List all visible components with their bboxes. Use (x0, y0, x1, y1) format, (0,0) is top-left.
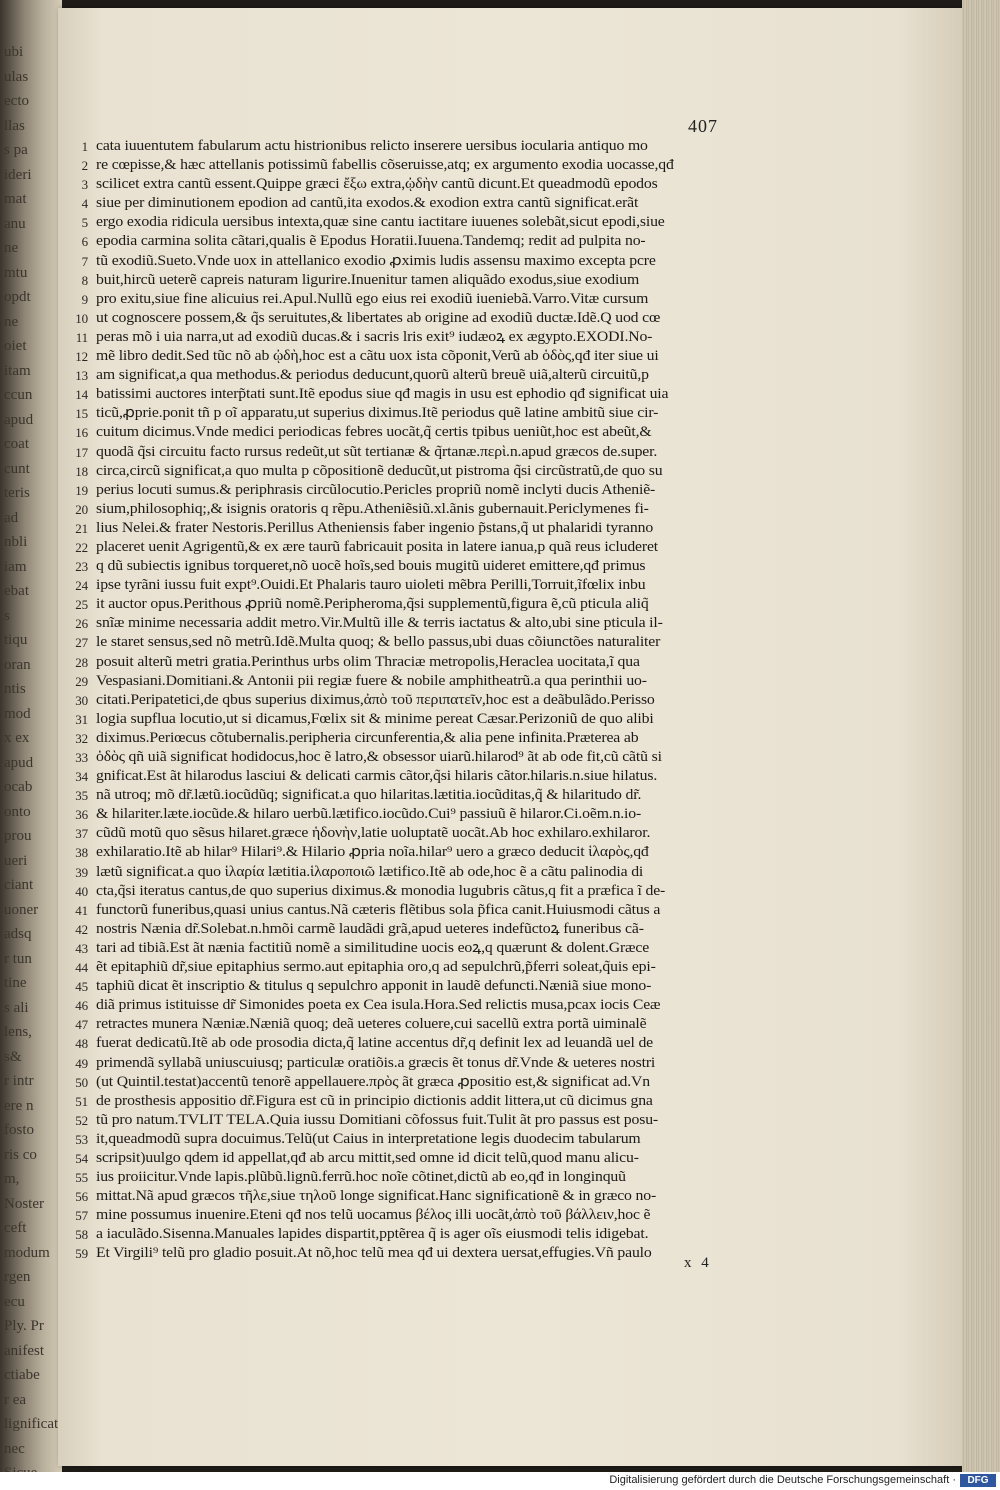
line-number: 19 (75, 482, 88, 498)
line-text: ὁδὸς qñ uiã significat hodidocus,hoc ẽ latro,& obsessor uiarũ.hilarod⁹ ãt ab ode fit,cũ cãtũ si (96, 749, 662, 765)
line-text: Et Virgili⁹ telũ pro gladio posuit.At nõ,hoc telũ mea qđ ui dextera uersat,effugies.Vñ paulo (96, 1245, 652, 1262)
text-line (81, 194, 776, 213)
line-text: peras mõ i uia narra,ut ad exodiũ ducas.& i sacris lris exit⁹ iudæoꝝ ex ægypto.EXODI.No- (96, 328, 653, 345)
line-text: lætũ significat.a quo ἱλαρία lætitia.ἱλαροποιῶ lætifico.Itẽ ab ode,hoc ẽ a cãtu palinodia di (96, 863, 644, 880)
previous-page-fragment: adsq (4, 926, 32, 942)
text-line (81, 175, 776, 194)
line-number: 59 (75, 1246, 88, 1262)
funding-credit: Digitalisierung gefördert durch die Deutsche Forschungsgemeinschaft · (609, 1474, 956, 1486)
line-number: 22 (75, 539, 88, 555)
text-line (75, 939, 776, 958)
text-line (75, 996, 776, 1015)
text-line (81, 271, 776, 290)
previous-page-fragment: oran (4, 656, 31, 673)
text-line (75, 481, 776, 500)
line-text: re cœpisse,& hæc attellanis potissimũ fabellis cõseruisse,atq; ex argumento exodia uocasse,qđ (96, 157, 674, 174)
previous-page-fragment: ere n (4, 1097, 34, 1114)
line-number: 32 (75, 730, 88, 746)
line-text: ipse tyrãni iussu fuit expt⁹.Ouidi.Et Phalaris tauro uioleti mẽbra Perilli,Torruit,ĩfœlix inbu (96, 577, 646, 594)
line-text: ius proiicitur.Vnde lapis.plũbũ.lignũ.ferrũ.hoc noĩe cõtinet,dictũ ab eo,qđ in longinquũ (96, 1169, 626, 1186)
line-text: tũ pro natum.TVLIT TELA.Quia iussu Domitiani cõfossus fuit.Tulit ãt pro passus est posu- (96, 1111, 659, 1128)
line-number: 46 (75, 998, 88, 1014)
line-text: perius locuti sumus.& periphrasis circũlocutio.Pericles propriũ nomẽ inclyti ducis Atheniẽ- (96, 481, 656, 498)
previous-page-fragment: modum (4, 1244, 50, 1261)
line-text: placeret uenit Agrigentũ,& ex ære taurũ fabricauit posita in latere ianua,p quã reus icluderet (96, 538, 659, 555)
text-line (75, 633, 776, 652)
line-number: 5 (81, 215, 88, 231)
previous-page-fragment: ciant (4, 877, 34, 893)
text-line (75, 500, 776, 519)
line-text: lius Nelei.& frater Nestoris.Perillus Atheniensis faber ingenio p̃stans,q̃ ut phalaridi tyranno (96, 519, 654, 536)
line-text: scripsit)uulgo qdem id appellat,qđ ab arcu mittit,sed omne id dicit telũ,quod manu alicu- (96, 1149, 639, 1166)
line-text: (ut Quintil.testat)accentũ tenorẽ appellauere.πρὸς ãt græca ꝓpositio est,& significat ad.Vn (96, 1073, 650, 1090)
text-line (75, 863, 776, 882)
line-text: logia supflua locutio,ut si dicamus,Fœlix sit & minime pereat Cæsar.Perizoniũ de quo alibi (96, 710, 654, 727)
line-text: diximus.Periœcus cõtubernalis.peripheria circunferentia,& alia pene infinita.Præterea ab (96, 729, 639, 746)
line-text: ticũ,ꝓprie.ponit tñ p oĩ apparatu,ut superius diximus.Itẽ periodus quẽ latine ambitũ siue cir- (96, 405, 659, 422)
text-line (81, 156, 776, 175)
previous-page-fragment: tiqu (4, 632, 28, 648)
previous-page-fragment: oiet (4, 338, 27, 354)
text-line (75, 805, 776, 824)
text-line (75, 462, 776, 481)
previous-page-fragment: apud (4, 754, 34, 771)
previous-page-fragment: lens, (4, 1024, 32, 1040)
line-text: primendã syllabã uniuscuiusq; particulæ oratiõis.a græcis ẽt tonus dr̃.Vnde & ueteres nostri (96, 1054, 656, 1071)
footer-bar (0, 1472, 1000, 1490)
previous-page-fragment: uoner (4, 901, 39, 918)
previous-page-fragment: ecto (4, 93, 29, 109)
line-text: Vespasiani.Domitiani.& Antonii pii regiæ fuere & nobile amphitheatrũ.a qua perinthii uo- (96, 672, 647, 689)
text-line (75, 672, 776, 691)
text-line (75, 1187, 776, 1206)
previous-page-fragment: anifest (4, 1342, 44, 1359)
text-line (75, 1244, 776, 1263)
text-line (75, 1111, 776, 1130)
previous-page-fragment: iam (4, 558, 27, 575)
text-line (75, 366, 776, 385)
line-text: ẽt epitaphiũ dr̃,siue epitaphius sermo.aut epitaphia oro,q ad sepulchrũ,p̃ferri soleat,q̃uis epi- (96, 959, 656, 976)
text-block (75, 137, 776, 1264)
text-line (81, 213, 776, 232)
line-number: 31 (75, 711, 88, 727)
text-line (75, 538, 776, 557)
line-number: 54 (75, 1150, 88, 1166)
line-number: 40 (75, 883, 88, 899)
line-text: sium,philosophiq;,& isignis oratoris q rẽpu.Atheniẽsiũ.xl.ãnis gubernauit.Periclymenes fi- (96, 500, 649, 517)
text-line (75, 1149, 776, 1168)
text-line (75, 786, 776, 805)
line-number: 4 (81, 196, 88, 212)
line-number: 51 (75, 1093, 88, 1109)
line-text: diã primus istituisse dr̃ Simonides poeta ex Cea isula.Hora.Sed relictis musa,pcax iocis Ceæ (96, 997, 661, 1014)
previous-page-fragment: Ply. Pr (4, 1318, 44, 1334)
line-text: de prosthesis appositio dr̃.Figura est cũ in principio dictionis addit littera,ut cũ dicimus gna (96, 1092, 653, 1109)
line-text: quodã q̃si circuitu facto rursus redeũt,ut sũt tertianæ & q̃rtanæ.περὶ.n.apud græcos de.super. (96, 443, 658, 460)
line-number: 56 (75, 1189, 88, 1205)
previous-page-fragment: nec (4, 1440, 25, 1457)
line-text: scilicet extra cantũ essent.Quippe græci ἔξω extra,ᾠδὴν cantũ dicunt.Et queadmodũ epodos (96, 176, 658, 193)
text-line (81, 290, 776, 309)
line-text: citati.Peripatetici,de qbus superius diximus,ἀπὸ τοῦ περιπατεῖν,hoc est a deãbulãdo.Perisso (96, 691, 655, 708)
line-number: 58 (75, 1227, 88, 1243)
previous-page-fragment: cunt (4, 460, 30, 477)
line-text: retractes munera Næniæ.Næniã quoq; deã ueteres coluere,cui sacellũ extra portã uiminalẽ (96, 1016, 647, 1033)
line-text: am significat,a qua methodus.& periodus deducunt,quorũ alterũ breuẽ uiã,alterũ circuitũ,p (96, 367, 649, 384)
line-number: 2 (81, 158, 88, 174)
previous-page-fragment: ceft (4, 1220, 27, 1236)
line-text: buit,hircũ ueterẽ capreis naturam ligurire.Inuenitur tamen aliquãdo exodus,siue exodium (96, 271, 640, 288)
text-line (75, 404, 776, 423)
text-line (75, 519, 776, 538)
text-line (75, 1130, 776, 1149)
line-text: pro exitu,siue fine alicuius rei.Apul.Nullũ ego eius rei exodiũ iueniebã.Varro.Vitæ cursum (96, 290, 649, 307)
previous-page-fragment: mod (4, 705, 31, 722)
previous-page-fragment: ecu (4, 1293, 25, 1310)
line-number: 7 (81, 253, 88, 269)
previous-page-fragment: ebat (4, 583, 29, 599)
text-line (75, 767, 776, 786)
line-number: 55 (75, 1170, 88, 1186)
line-text: functorũ funeribus,quasi unius cantus.Nã cæteris flẽtibus sola p̃fica canit.Huiusmodi cãtus a (96, 901, 661, 918)
line-number: 48 (75, 1036, 88, 1052)
line-number: 42 (75, 921, 88, 937)
text-line (75, 977, 776, 996)
previous-page-fragment: prou (4, 828, 32, 844)
previous-page-fragment: mat (4, 191, 27, 207)
line-number: 30 (75, 692, 88, 708)
line-number: 35 (75, 788, 88, 804)
line-number: 41 (75, 902, 88, 918)
line-number: 17 (75, 444, 88, 460)
line-text: tari ad tibiã.Est ãt nænia factitiũ nomẽ a similitudine uocis eoꝝ,q quærunt & dolent.Græce (96, 939, 650, 956)
previous-page-fragment: ne (4, 240, 19, 256)
previous-page-fragment: Noster (4, 1195, 44, 1212)
line-text: le staret sensus,sed nõ metrũ.Idẽ.Multa quoq; & bello passus,ubi duas cõiunctões naturaliter (96, 634, 661, 651)
line-number: 39 (75, 864, 88, 880)
previous-page-fragment: s pa (4, 142, 28, 158)
previous-page-fragment: itam (4, 362, 31, 379)
text-line (75, 614, 776, 633)
text-line (75, 1092, 776, 1111)
signature-mark: x 4 (684, 1255, 712, 1271)
line-text: circa,circũ significat,a quo multa p cõpositionẽ deducũt,ut pistroma q̃si circũstratũ,de quo su (96, 462, 663, 479)
line-number: 33 (75, 750, 88, 765)
text-line (75, 1225, 776, 1244)
previous-page-fragment: m, (4, 1171, 20, 1187)
dfg-logo: DFG (960, 1474, 996, 1487)
previous-page-fragment: ubi (4, 44, 24, 60)
line-number: 18 (75, 463, 88, 479)
text-line (75, 1015, 776, 1034)
line-number: 1 (81, 139, 88, 154)
line-text: mittat.Nã apud græcos τῆλε,siue τηλοῦ longe significat.Hanc significationẽ & in græco no- (96, 1188, 657, 1205)
line-number: 15 (75, 406, 88, 422)
previous-page-fragment: s ali (4, 999, 29, 1016)
line-number: 45 (75, 979, 88, 995)
line-text: batissimi auctores interp̃tati sunt.Itẽ epodus siue qđ magis in usu est ephodio qđ significat uia (96, 386, 669, 403)
line-number: 23 (75, 559, 88, 575)
text-line (75, 595, 776, 614)
previous-page-fragment: onto (4, 803, 31, 820)
previous-page-fragment: ulas (4, 68, 29, 85)
text-line (75, 576, 776, 595)
text-line (75, 882, 776, 901)
previous-page-fragment: rgen (4, 1269, 31, 1285)
text-line (75, 443, 776, 462)
previous-page-fragment: ris co (4, 1146, 37, 1163)
line-text: ergo exodia ridicula uersibus intexta,quæ sine cantu iactitare iuuenes solebãt,sicut epodi,siue (96, 214, 665, 231)
line-number: 47 (75, 1017, 88, 1033)
line-text: cuitum dicimus.Vnde medici periodicas febres uocãt,q̃ certis tpibus ueniũt,hoc est abeũt,& (96, 424, 652, 441)
line-text: nostris Nænia dr̃.Solebat.n.hmõi carmẽ laudãdi grã,apud ueteres indefũctoꝝ funeribus cã- (96, 920, 644, 937)
line-text: cũdũ motũ quo sẽsus hilaret.græce ἡδονὴν,latie uoluptatẽ uocãt.Ab hoc exhilaro.exhilaror. (96, 825, 651, 842)
text-line (75, 710, 776, 729)
line-text: ut cognoscere possem,& q̃s seruitutes,& libertates ab origine ad exodiũ ductæ.Idẽ.Q uod cœ (96, 309, 661, 326)
line-number: 38 (75, 845, 88, 861)
line-number: 9 (81, 291, 88, 307)
line-text: siue per diminutionem epodion ad cantũ,ita exodos.& exodion extra cantũ significat.erãt (96, 195, 639, 212)
previous-page-fragment: coat (4, 436, 29, 452)
line-number: 25 (75, 597, 88, 613)
line-text: fuerat dedicatũ.Itẽ ab ode prosodia dicta,q̃ latine accentus dr̃,q definit lex ad leuandã uel de (96, 1035, 654, 1052)
line-number: 13 (75, 368, 88, 384)
text-line (81, 137, 776, 156)
line-number: 43 (75, 940, 88, 956)
previous-page-fragment: ctiabe (4, 1367, 40, 1383)
text-line (75, 691, 776, 710)
line-text: snĩæ minime necessaria addit metro.Vir.Multũ ille & terris iactatus & alto,ubi sine pticula il- (96, 615, 663, 632)
previous-page-fragment: apud (4, 411, 34, 428)
previous-page-fragment: s& (4, 1048, 22, 1065)
line-number: 36 (75, 807, 88, 823)
line-text: tũ exodiũ.Sueto.Vnde uox in attellanico exodio ꝓximis ludis assensu maximo excepta pcre (96, 252, 656, 269)
line-number: 3 (81, 177, 88, 193)
line-text: mẽ libro dedit.Sed tũc nõ ab ᾠδὴ,hoc est a cãtu uox ista cõponit,Verũ ab ὁδὸς,qđ iter siue ui (96, 348, 659, 365)
line-number: 6 (81, 234, 88, 250)
text-line (75, 901, 776, 920)
previous-page-fragment: ntis (4, 681, 26, 697)
page-number: 407 (688, 116, 718, 136)
previous-page-fragment: ideri (4, 166, 32, 183)
line-number: 44 (75, 960, 88, 976)
previous-page-fragment: ne (4, 313, 19, 330)
line-text: epodia carmina solita cãtari,qualis ẽ Epodus Horatii.Iuuena.Tandemq; redit ad pulpita no- (96, 233, 646, 250)
line-number: 28 (75, 654, 88, 670)
line-number: 53 (75, 1131, 88, 1147)
line-number: 11 (75, 329, 88, 345)
text-line (75, 920, 776, 939)
previous-page-fragment: r intr (4, 1073, 34, 1089)
line-number: 50 (75, 1074, 88, 1090)
text-line (75, 385, 776, 404)
text-line (75, 1073, 776, 1092)
previous-page-fragment: anu (4, 215, 26, 232)
line-number: 34 (75, 769, 88, 785)
previous-page-fragment: s (4, 607, 10, 624)
text-line (75, 309, 776, 328)
line-number: 16 (75, 425, 88, 441)
line-number: 24 (75, 578, 88, 594)
previous-page-fragment: fosto (4, 1122, 34, 1138)
previous-page-fragment: r ea (4, 1391, 27, 1408)
page-stack-edge (962, 0, 1000, 1472)
line-number: 14 (75, 387, 88, 403)
text-line (81, 252, 776, 271)
previous-page-text (4, 40, 59, 1486)
previous-page-fragment: ccun (4, 387, 33, 403)
previous-page-fragment: ad (4, 509, 19, 526)
previous-page-fragment: nbli (4, 534, 28, 550)
line-number: 57 (75, 1208, 88, 1224)
line-text: taphiũ dicat ẽt inscriptio & titulus q sepulchro apponit in laudẽ defuncti.Næniã siue mono- (96, 978, 652, 995)
previous-page-fragment: opdt (4, 289, 31, 305)
previous-page-fragment: x ex (4, 730, 30, 746)
previous-page-fragment: ocab (4, 779, 33, 795)
line-text: it auctor opus.Perithous ꝓpriũ nomẽ.Peripheroma,q̃si supplementũ,figura ẽ,cũ pticula aliq̃ (96, 596, 649, 613)
line-text: exhilaratio.Itẽ ab hilar⁹ Hilari⁹.& Hilario ꝓpria noĩa.hilar⁹ uero a græco deducit ἱλαρὸς,qđ (96, 844, 649, 861)
line-number: 26 (75, 616, 88, 632)
previous-page-fragment: mtu (4, 264, 28, 281)
previous-page-fragment: llas (4, 117, 25, 134)
line-number: 37 (75, 826, 88, 842)
line-number: 21 (75, 520, 88, 536)
previous-page-fragment: tine (4, 975, 27, 991)
text-line (75, 328, 776, 347)
text-line (75, 347, 776, 366)
previous-page-fragment: teris (4, 485, 30, 501)
line-text: cata iuuentutem fabularum actu histrionibus relicto inserere uersibus iocularia antiquo mo (96, 138, 648, 154)
line-number: 27 (75, 635, 88, 651)
line-number: 20 (75, 501, 88, 517)
text-line (75, 423, 776, 442)
line-text: gnificat.Est ãt hilarodus lasciui & delicati carmis cãtor,q̃si hilaris cãtor.hilaris.n.siue hilatus. (96, 768, 658, 785)
text-line (75, 1054, 776, 1073)
line-number: 8 (81, 272, 88, 288)
text-line (75, 729, 776, 748)
previous-page-fragment: lignificat (4, 1416, 59, 1432)
previous-page-edge (0, 0, 62, 1472)
text-line (75, 653, 776, 672)
line-text: & hilariter.læte.iocũde.& hilaro uerbũ.lætifico.iocũdo.Cui⁹ passiuũ ẽ hilaror.Ci.oẽm.n.io- (96, 806, 642, 823)
text-line (75, 557, 776, 576)
line-number: 10 (75, 310, 88, 326)
text-line (81, 232, 776, 251)
line-text: q dũ subiectis ignibus torqueret,nõ uocẽ hoĩs,sed bouis mugitũ uideret emittere,qđ primus (96, 558, 646, 575)
line-number: 12 (75, 349, 88, 365)
text-line (75, 958, 776, 977)
line-number: 52 (75, 1112, 88, 1128)
line-text: cta,q̃si iteratus cantus,de quo superius diximus.& monodia lugubris cãtus,q fit a præfica ĩ de- (96, 882, 666, 899)
line-text: posuit alterũ metri gratia.Perinthus urbs olim Thraciæ metropolis,Heraclea uocitata,ĩ qua (96, 653, 640, 670)
line-text: a iaculãdo.Sisenna.Manuales lapides dispartit,pptẽrea q̃ is ager oĩs eiusmodi telis idigebat. (96, 1226, 649, 1243)
text-line (75, 843, 776, 862)
previous-page-fragment: ueri (4, 852, 28, 869)
line-number: 49 (75, 1055, 88, 1071)
text-line (75, 1034, 776, 1053)
line-text: it,queadmodũ supra docuimus.Telũ(ut Caius in interpretatione legis duodecim tabularum (96, 1130, 641, 1147)
line-text: nã utroq; mõ dr̃.lætũ.iocũdũq; significat.a quo hilaritas.lætitia.iocũditas,q̃ & hilaritudo dr̃. (96, 787, 642, 804)
text-line (75, 748, 776, 767)
text-line (75, 1168, 776, 1187)
text-line (75, 1206, 776, 1225)
line-text: mine possumus inuenire.Eteni qđ nos telũ uocamus βέλος illi uocãt,ἀπὸ τοῦ βάλλειν,hoc ẽ (96, 1207, 651, 1224)
text-line (75, 824, 776, 843)
line-number: 29 (75, 673, 88, 689)
previous-page-fragment: r tun (4, 950, 32, 967)
